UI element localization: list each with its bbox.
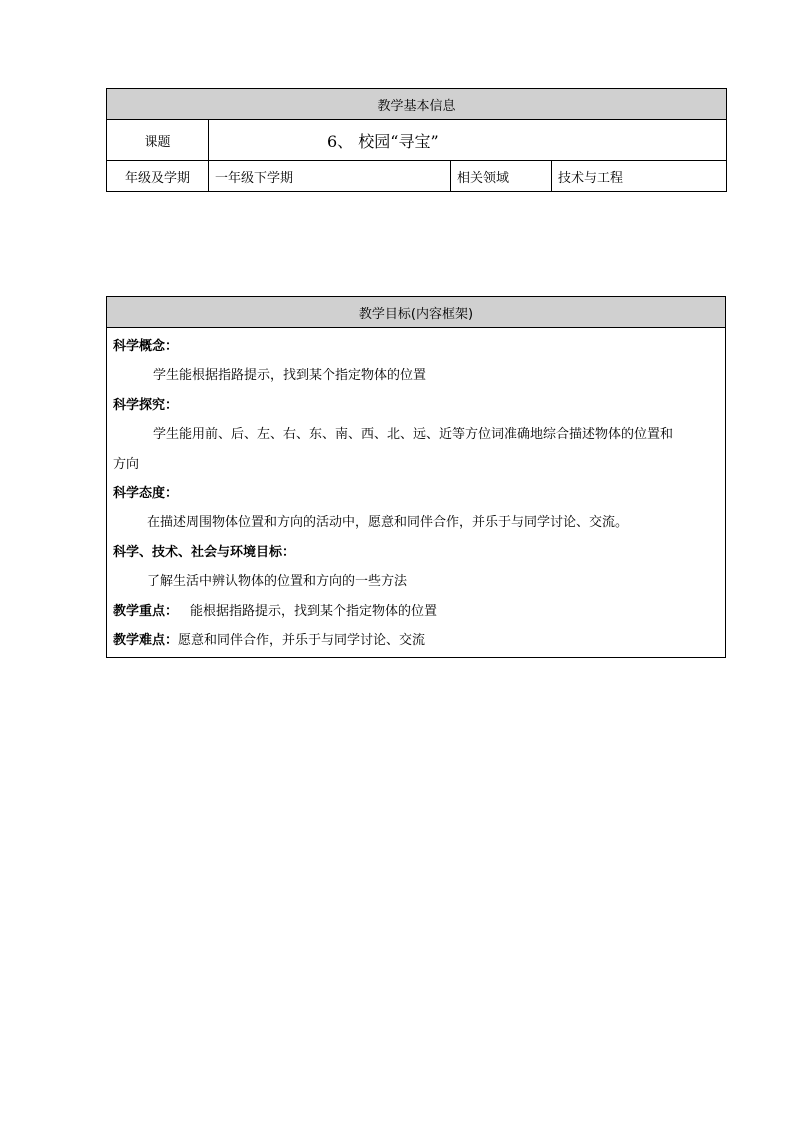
key-point-row bbox=[113, 597, 719, 626]
difficulty-text: 愿意和同伴合作，并乐于与同学讨论、交流 bbox=[178, 633, 426, 649]
concept-text: 学生能根据指路提示，找到某个指定物体的位置 bbox=[153, 368, 427, 384]
topic-label: 课题 bbox=[107, 120, 209, 161]
teaching-goals-header: 教学目标(内容框架) bbox=[107, 297, 726, 328]
key-point-text: 能根据指路提示，找到某个指定物体的位置 bbox=[190, 603, 438, 619]
topic-value: 6、 校园“寻宝” bbox=[209, 120, 727, 161]
basic-info-table bbox=[106, 88, 727, 192]
field-label: 相关领域 bbox=[451, 161, 552, 192]
key-point-label: 教学重点： bbox=[113, 603, 179, 619]
difficulty-row bbox=[113, 626, 719, 655]
field-value: 技术与工程 bbox=[552, 161, 727, 192]
teaching-goals-body bbox=[107, 328, 726, 658]
inquiry-text-line-2: 方向 bbox=[113, 456, 140, 472]
inquiry-text-line-1: 学生能用前、后、左、右、东、南、西、北、远、近等方位词准确地综合描述物体的位置和 bbox=[153, 427, 674, 443]
difficulty-label: 教学难点： bbox=[113, 633, 179, 649]
attitude-text: 在描述周围物体位置和方向的活动中，愿意和同伴合作，并乐于与同学讨论、交流。 bbox=[147, 515, 629, 531]
stse-heading: 科学、技术、社会与环境目标： bbox=[113, 544, 296, 560]
grade-value: 一年级下学期 bbox=[209, 161, 451, 192]
teaching-goals-table bbox=[106, 296, 726, 658]
inquiry-heading: 科学探究： bbox=[113, 397, 179, 413]
attitude-heading: 科学态度： bbox=[113, 486, 179, 502]
basic-info-header: 教学基本信息 bbox=[107, 89, 727, 120]
grade-label: 年级及学期 bbox=[107, 161, 209, 192]
concept-heading: 科学概念： bbox=[113, 339, 179, 354]
stse-text: 了解生活中辨认物体的位置和方向的一些方法 bbox=[147, 574, 408, 590]
